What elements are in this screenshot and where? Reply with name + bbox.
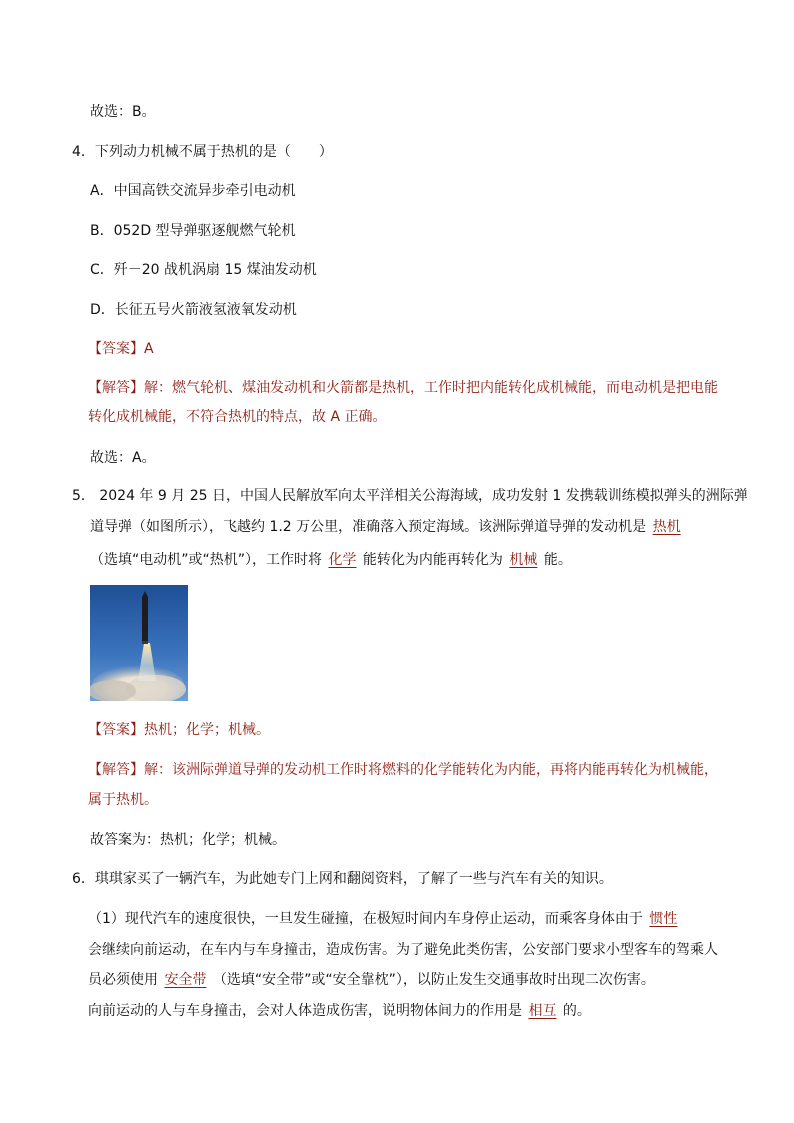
q6-p1-line3	[88, 970, 655, 990]
q5-stem-text: 能。	[539, 552, 572, 568]
answer-value: 热机；化学；机械。	[144, 722, 270, 738]
q4-answer	[88, 339, 154, 359]
q4-option-d: D．长征五号火箭液氢液氧发动机	[90, 302, 297, 318]
analysis-tag: 【解答】	[88, 380, 144, 396]
q5-stem-line1: 5． 2024 年 9 月 25 日，中国人民解放军向太平洋相关公海海域，成功发射 1 发携载训练模拟弹头的洲际弹	[72, 488, 748, 504]
q4-analysis-line1	[88, 378, 718, 398]
q5-blank-3: 机械	[509, 552, 538, 568]
q5-blank-2: 化学	[328, 552, 357, 568]
q6-p1-line2: 会继续向前运动，在车内与车身撞击，造成伤害。为了避免此类伤害，公安部门要求小型客车的驾乘人	[88, 942, 718, 958]
q4-option-a: A．中国高铁交流异步牵引电动机	[90, 183, 296, 199]
q6-text: （选填“安全带”或“安全靠枕”），以防止发生交通事故时出现二次伤害。	[208, 972, 655, 988]
q6-blank-1: 惯性	[649, 911, 678, 927]
q4-stem: 4．下列动力机械不属于热机的是（ ）	[72, 144, 333, 160]
q6-text: 员必须使用	[88, 972, 163, 988]
q5-blank-1: 热机	[652, 519, 681, 535]
q6-p1-line1	[88, 909, 679, 929]
q4-option-b: B．052D 型导弹驱逐舰燃气轮机	[90, 223, 296, 239]
q5-stem-text: （选填“电动机”或“热机”），工作时将	[90, 552, 327, 568]
analysis-tag: 【解答】	[88, 762, 144, 778]
q6-blank-3: 相互	[528, 1003, 557, 1019]
q5-stem-line3	[90, 550, 572, 570]
q6-text: （1）现代汽车的速度很快，一旦发生碰撞，在极短时间内车身停止运动，而乘客身体由于	[88, 911, 648, 927]
analysis-text: 解：燃气轮机、煤油发动机和火箭都是热机，工作时把内能转化成机械能，而电动机是把电能	[144, 380, 718, 396]
q6-text: 向前运动的人与车身撞击，会对人体造成伤害，说明物体间力的作用是	[88, 1003, 527, 1019]
q6-p1-line4	[88, 1001, 591, 1021]
q5-answer	[88, 720, 270, 740]
q5-analysis-line1	[88, 760, 718, 780]
answer-tag: 【答案】	[88, 341, 144, 357]
q4-analysis-line2: 转化成机械能，不符合热机的特点，故 A 正确。	[88, 409, 387, 425]
q6-blank-2: 安全带	[164, 972, 207, 988]
q6-stem: 6．琪琪家买了一辆汽车，为此她专门上网和翻阅资料，了解了一些与汽车有关的知识。	[72, 871, 613, 887]
q6-text: 的。	[558, 1003, 591, 1019]
q3-conclusion: 故选：B。	[90, 104, 156, 120]
q5-stem-line2	[90, 517, 683, 537]
q5-stem-text: 道导弹（如图所示），飞越约 1.2 万公里，准确落入预定海域。该洲际弹道导弹的发动机是	[90, 519, 651, 535]
analysis-text: 解：该洲际弹道导弹的发动机工作时将燃料的化学能转化为内能，再将内能再转化为机械能，	[144, 762, 718, 778]
q4-conclusion: 故选：A。	[90, 450, 156, 466]
q5-analysis-line2: 属于热机。	[88, 792, 158, 808]
q5-conclusion: 故答案为：热机；化学；机械。	[90, 832, 286, 848]
answer-tag: 【答案】	[88, 722, 144, 738]
missile-launch-image	[90, 585, 188, 701]
q5-stem-text: 能转化为内能再转化为	[358, 552, 508, 568]
answer-value: A	[144, 341, 154, 357]
q4-option-c: C．歼－20 战机涡扇 15 煤油发动机	[90, 262, 317, 278]
